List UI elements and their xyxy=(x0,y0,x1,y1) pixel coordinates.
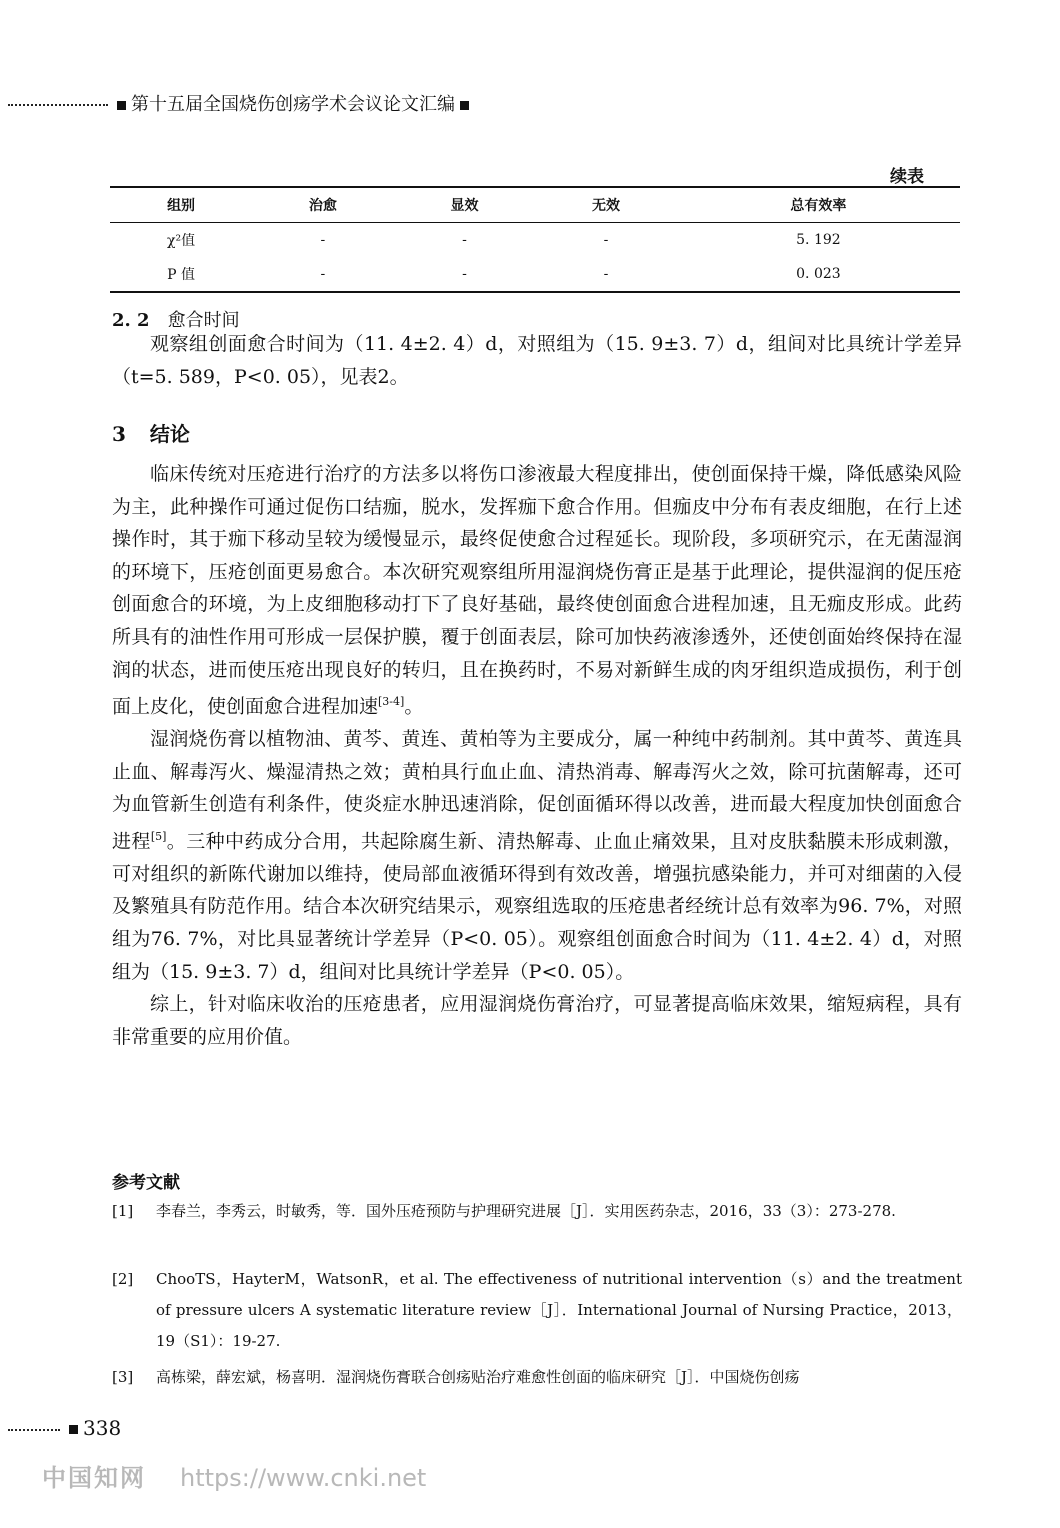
reference-text: ChooTS，HayterM，WatsonR，et al. The effectiveness of nutritional intervention（s）and the treatment of pressure ulcers A systematic literature review［J］．International Journal of Nursing Practice，2013，19（S1）：19-27. xyxy=(156,1270,962,1350)
section-3-heading xyxy=(112,418,214,447)
reference-text: 李春兰，李秀云，时敏秀，等．国外压疮预防与护理研究进展［J］．实用医药杂志，2016，33（3）：273-278. xyxy=(156,1202,896,1220)
column-header: 显效 xyxy=(450,198,479,214)
paragraph-text: 。 xyxy=(404,695,424,718)
references-heading: 参考文献 xyxy=(112,1173,180,1193)
citation: [3-4] xyxy=(378,695,405,709)
references-list xyxy=(112,1196,962,1396)
table-cell: - xyxy=(603,266,609,282)
reference-number: [2] xyxy=(112,1270,134,1288)
column-header: 组别 xyxy=(167,198,196,214)
reference-text: 高栋梁，薛宏斌，杨喜明．湿润烧伤膏联合创疡贴治疗难愈性创面的临床研究［J］．中国烧伤创疡 xyxy=(156,1368,800,1386)
page-number: 338 xyxy=(83,1416,122,1440)
paragraph-text: 临床传统对压疮进行治疗的方法多以将伤口渗液最大程度排出，使创面保持干燥，降低感染风险为主，此种操作可通过促伤口结痂，脱水，发挥痂下愈合作用。但痂皮中分布有表皮细胞，在行上述操作时，其于痂下移动呈较为缓慢显示，最终促使愈合过程延长。现阶段，多项研究示，在无菌湿润的环境下，压疮创面更易愈合。本次研究观察组所用湿润烧伤膏正是基于此理论，提供湿润的促压疮创面愈合的环境，为上皮细胞移动打下了良好基础，最终使创面愈合进程加速，且无痂皮形成。此药所具有的油性作用可形成一层保护膜，覆于创面表层，除可加快药液渗透外，还使创面始终保持在湿润的状态，进而使压疮出现良好的转归，且在换药时，不易对新鲜生成的肉牙组织造成损伤，利于创面上皮化，使创面愈合进程加速 xyxy=(112,463,962,718)
table-cell: P 值 xyxy=(167,267,195,283)
cnki-url: https://www.cnki.net xyxy=(180,1464,427,1492)
table-row xyxy=(110,257,960,292)
reference-item xyxy=(112,1362,962,1393)
header-square-bullet xyxy=(460,101,469,110)
section-title: 结论 xyxy=(149,422,190,446)
section-title: 愈合时间 xyxy=(167,310,240,331)
table-cell: - xyxy=(462,266,467,282)
reference-item xyxy=(112,1264,962,1357)
table-continued-label: 续表 xyxy=(890,167,924,187)
paragraph-text: 。三种中药成分合用，共起除腐生新、清热解毒、止血止痛效果，且对皮肤黏膜未形成刺激，可对组织的新陈代谢加以维持，使局部血液循环得到有效改善，增强抗感染能力，并可对细菌的入侵及繁殖具有防范作用。结合本次研究结果示，观察组选取的压疮患者经统计总有效率为96. 7%，对照组为76. 7%，对比具显著统计学差异（P<0. 05）。观察组创面愈合时间为（11. 4±2. 4）d，对照组为（15. 9±3. 7）d，组间对比具统计学差异（P<0. 05）。 xyxy=(112,830,962,983)
paragraph: 综上，针对临床收治的压疮患者，应用湿润烧伤膏治疗，可显著提高临床效果，缩短病程，具有非常重要的应用价值。 xyxy=(112,993,962,1048)
column-header: 无效 xyxy=(592,198,621,214)
results-table xyxy=(110,186,960,293)
footer-square-bullet xyxy=(69,1425,78,1434)
table-cell: 5. 192 xyxy=(796,232,841,248)
table-cell: χ²值 xyxy=(167,233,196,249)
table-cell: - xyxy=(320,232,326,248)
paragraph: 观察组创面愈合时间为（11. 4±2. 4）d，对照组为（15. 9±3. 7）d，组间对比具统计学差异（t=5. 589，P<0. 05），见表2。 xyxy=(112,333,962,388)
section-number: 3 xyxy=(112,422,126,446)
paragraph-text: 湿润烧伤膏以植物油、黄芩、黄连、黄柏等为主要成分，属一种纯中药制剂。其中黄芩、黄连具止血、解毒泻火、燥湿清热之效；黄柏具行血止血、清热消毒、解毒泻火之效，除可抗菌解毒，还可为血管新生创造有利条件，使炎症水肿迅速消除，促创面循环得以改善，进而最大程度加快创面愈合进程 xyxy=(112,728,962,853)
header-title: 第十五届全国烧伤创疡学术会议论文汇编 xyxy=(131,94,455,115)
footer-dotted-leader xyxy=(8,1429,60,1431)
reference-number: [3] xyxy=(112,1368,134,1386)
table-header-row xyxy=(110,187,960,223)
table-row xyxy=(110,223,960,258)
page-footer xyxy=(8,1416,121,1440)
paragraph xyxy=(112,723,962,988)
table-cell: - xyxy=(320,266,326,282)
reference-number: [1] xyxy=(112,1202,134,1220)
reference-item xyxy=(112,1196,962,1227)
section-2-2-body xyxy=(112,328,962,393)
column-header: 总有效率 xyxy=(790,198,847,214)
header-dotted-leader xyxy=(8,104,108,106)
section-3-body xyxy=(112,458,962,1053)
cnki-logo-text: 中国知网 xyxy=(42,1464,146,1492)
table-cell: - xyxy=(603,232,609,248)
column-header: 治愈 xyxy=(308,198,337,214)
citation: [5] xyxy=(150,829,167,843)
paragraph xyxy=(112,458,962,723)
table-cell: - xyxy=(462,232,467,248)
cnki-watermark xyxy=(42,1458,426,1493)
table-cell: 0. 023 xyxy=(796,266,841,282)
section-number: 2. 2 xyxy=(112,310,150,331)
header-square-bullet xyxy=(117,101,126,110)
running-header xyxy=(8,90,608,114)
